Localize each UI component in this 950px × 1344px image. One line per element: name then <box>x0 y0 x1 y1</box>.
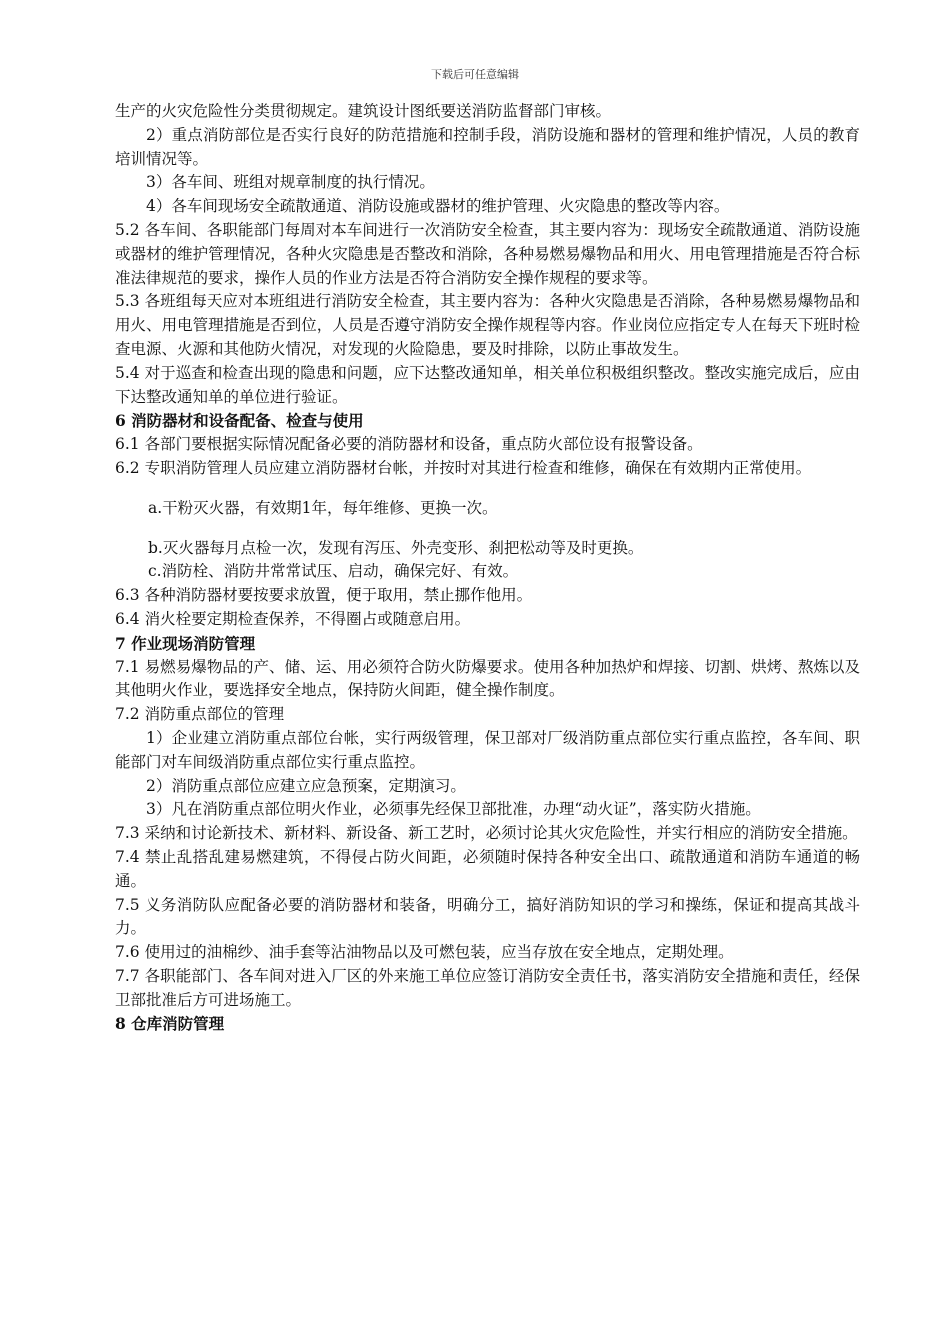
indented-paragraph: 4）各车间现场安全疏散通道、消防设施或器材的维护管理、火灾隐患的整改等内容。 <box>146 197 730 216</box>
indented-paragraph: 2）消防重点部位应建立应急预案，定期演习。 <box>146 776 466 795</box>
paragraph: 7.1 易燃易爆物品的产、储、运、用必须符合防火防爆要求。使用各种加热炉和焊接、切割、烘烤、熬炼以及其他明火作业，要选择安全地点，保持防火间距，健全操作制度。 <box>115 657 860 700</box>
list-item: b.灭火器每月点检一次，发现有泻压、外壳变形、刹把松动等及时更换。 <box>148 538 644 557</box>
page-header: 下载后可任意编辑 <box>431 68 519 81</box>
paragraph: 7.6 使用过的油棉纱、油手套等沾油物品以及可燃包装，应当存放在安全地点，定期处理。 <box>115 943 734 962</box>
indented-paragraph: 3）凡在消防重点部位明火作业，必须事先经保卫部批准，办理“动火证”，落实防火措施。 <box>146 800 761 819</box>
indented-paragraph: 2）重点消防部位是否实行良好的防范措施和控制手段，消防设施和器材的管理和维护情况，人员的教育培训情况等。 <box>115 125 860 168</box>
section-heading: 8 仓库消防管理 <box>115 1014 225 1034</box>
document-body <box>115 100 860 1036</box>
paragraph: 7.4 禁止乱搭乱建易燃建筑，不得侵占防火间距，必须随时保持各种安全出口、疏散通道和消防车通道的畅通。 <box>115 847 860 890</box>
paragraph: 5.4 对于巡查和检查出现的隐患和问题，应下达整改通知单，相关单位积极组织整改。整改实施完成后，应由下达整改通知单的单位进行验证。 <box>115 363 860 406</box>
paragraph: 6.2 专职消防管理人员应建立消防器材台帐，并按时对其进行检查和维修，确保在有效期内正常使用。 <box>115 458 812 477</box>
indented-paragraph: 1）企业建立消防重点部位台帐，实行两级管理，保卫部对厂级消防重点部位实行重点监控，各车间、职能部门对车间级消防重点部位实行重点监控。 <box>115 728 860 771</box>
paragraph: 6.3 各种消防器材要按要求放置，便于取用，禁止挪作他用。 <box>115 586 533 605</box>
paragraph: 5.2 各车间、各职能部门每周对本车间进行一次消防安全检查，其主要内容为：现场安全疏散通道、消防设施或器材的维护管理情况，各种火灾隐患是否整改和消除，各种易燃易爆物品和用火、用电管理措施是否符合标准法律规范的要求，操作人员的作业方法是否符合消防安全操作规程的要求等。 <box>115 220 860 287</box>
list-item: c.消防栓、消防井常常试压、启动，确保完好、有效。 <box>148 562 519 581</box>
paragraph: 5.3 各班组每天应对本班组进行消防安全检查，其主要内容为：各种火灾隐患是否消除，各种易燃易爆物品和用火、用电管理措施是否到位，人员是否遵守消防安全操作规程等内容。作业岗位应指定专人在每天下班时检查电源、火源和其他防火情况，对发现的火险隐患，要及时排除，以防止事故发生。 <box>115 292 860 358</box>
paragraph: 生产的火灾危险性分类贯彻规定。建筑设计图纸要送消防监督部门审核。 <box>115 102 612 120</box>
list-item: a.干粉灭火器，有效期1年，每年维修、更换一次。 <box>148 498 498 517</box>
paragraph: 7.2 消防重点部位的管理 <box>115 705 285 724</box>
paragraph: 7.3 采纳和讨论新技术、新材料、新设备、新工艺时，必须讨论其火灾危险性，并实行相应的消防安全措施。 <box>115 824 858 843</box>
paragraph: 7.7 各职能部门、各车间对进入厂区的外来施工单位应签订消防安全责任书，落实消防安全措施和责任，经保卫部批准后方可进场施工。 <box>115 966 860 1009</box>
paragraph: 6.1 各部门要根据实际情况配备必要的消防器材和设备，重点防火部位设有报警设备。 <box>115 435 703 454</box>
indented-paragraph: 3）各车间、班组对规章制度的执行情况。 <box>146 173 435 192</box>
paragraph: 6.4 消火栓要定期检查保养，不得圈占或随意启用。 <box>115 609 471 628</box>
paragraph: 7.5 义务消防队应配备必要的消防器材和装备，明确分工，搞好消防知识的学习和操练，保证和提高其战斗力。 <box>115 895 860 938</box>
section-heading: 7 作业现场消防管理 <box>115 633 256 653</box>
section-heading: 6 消防器材和设备配备、检查与使用 <box>115 411 364 431</box>
